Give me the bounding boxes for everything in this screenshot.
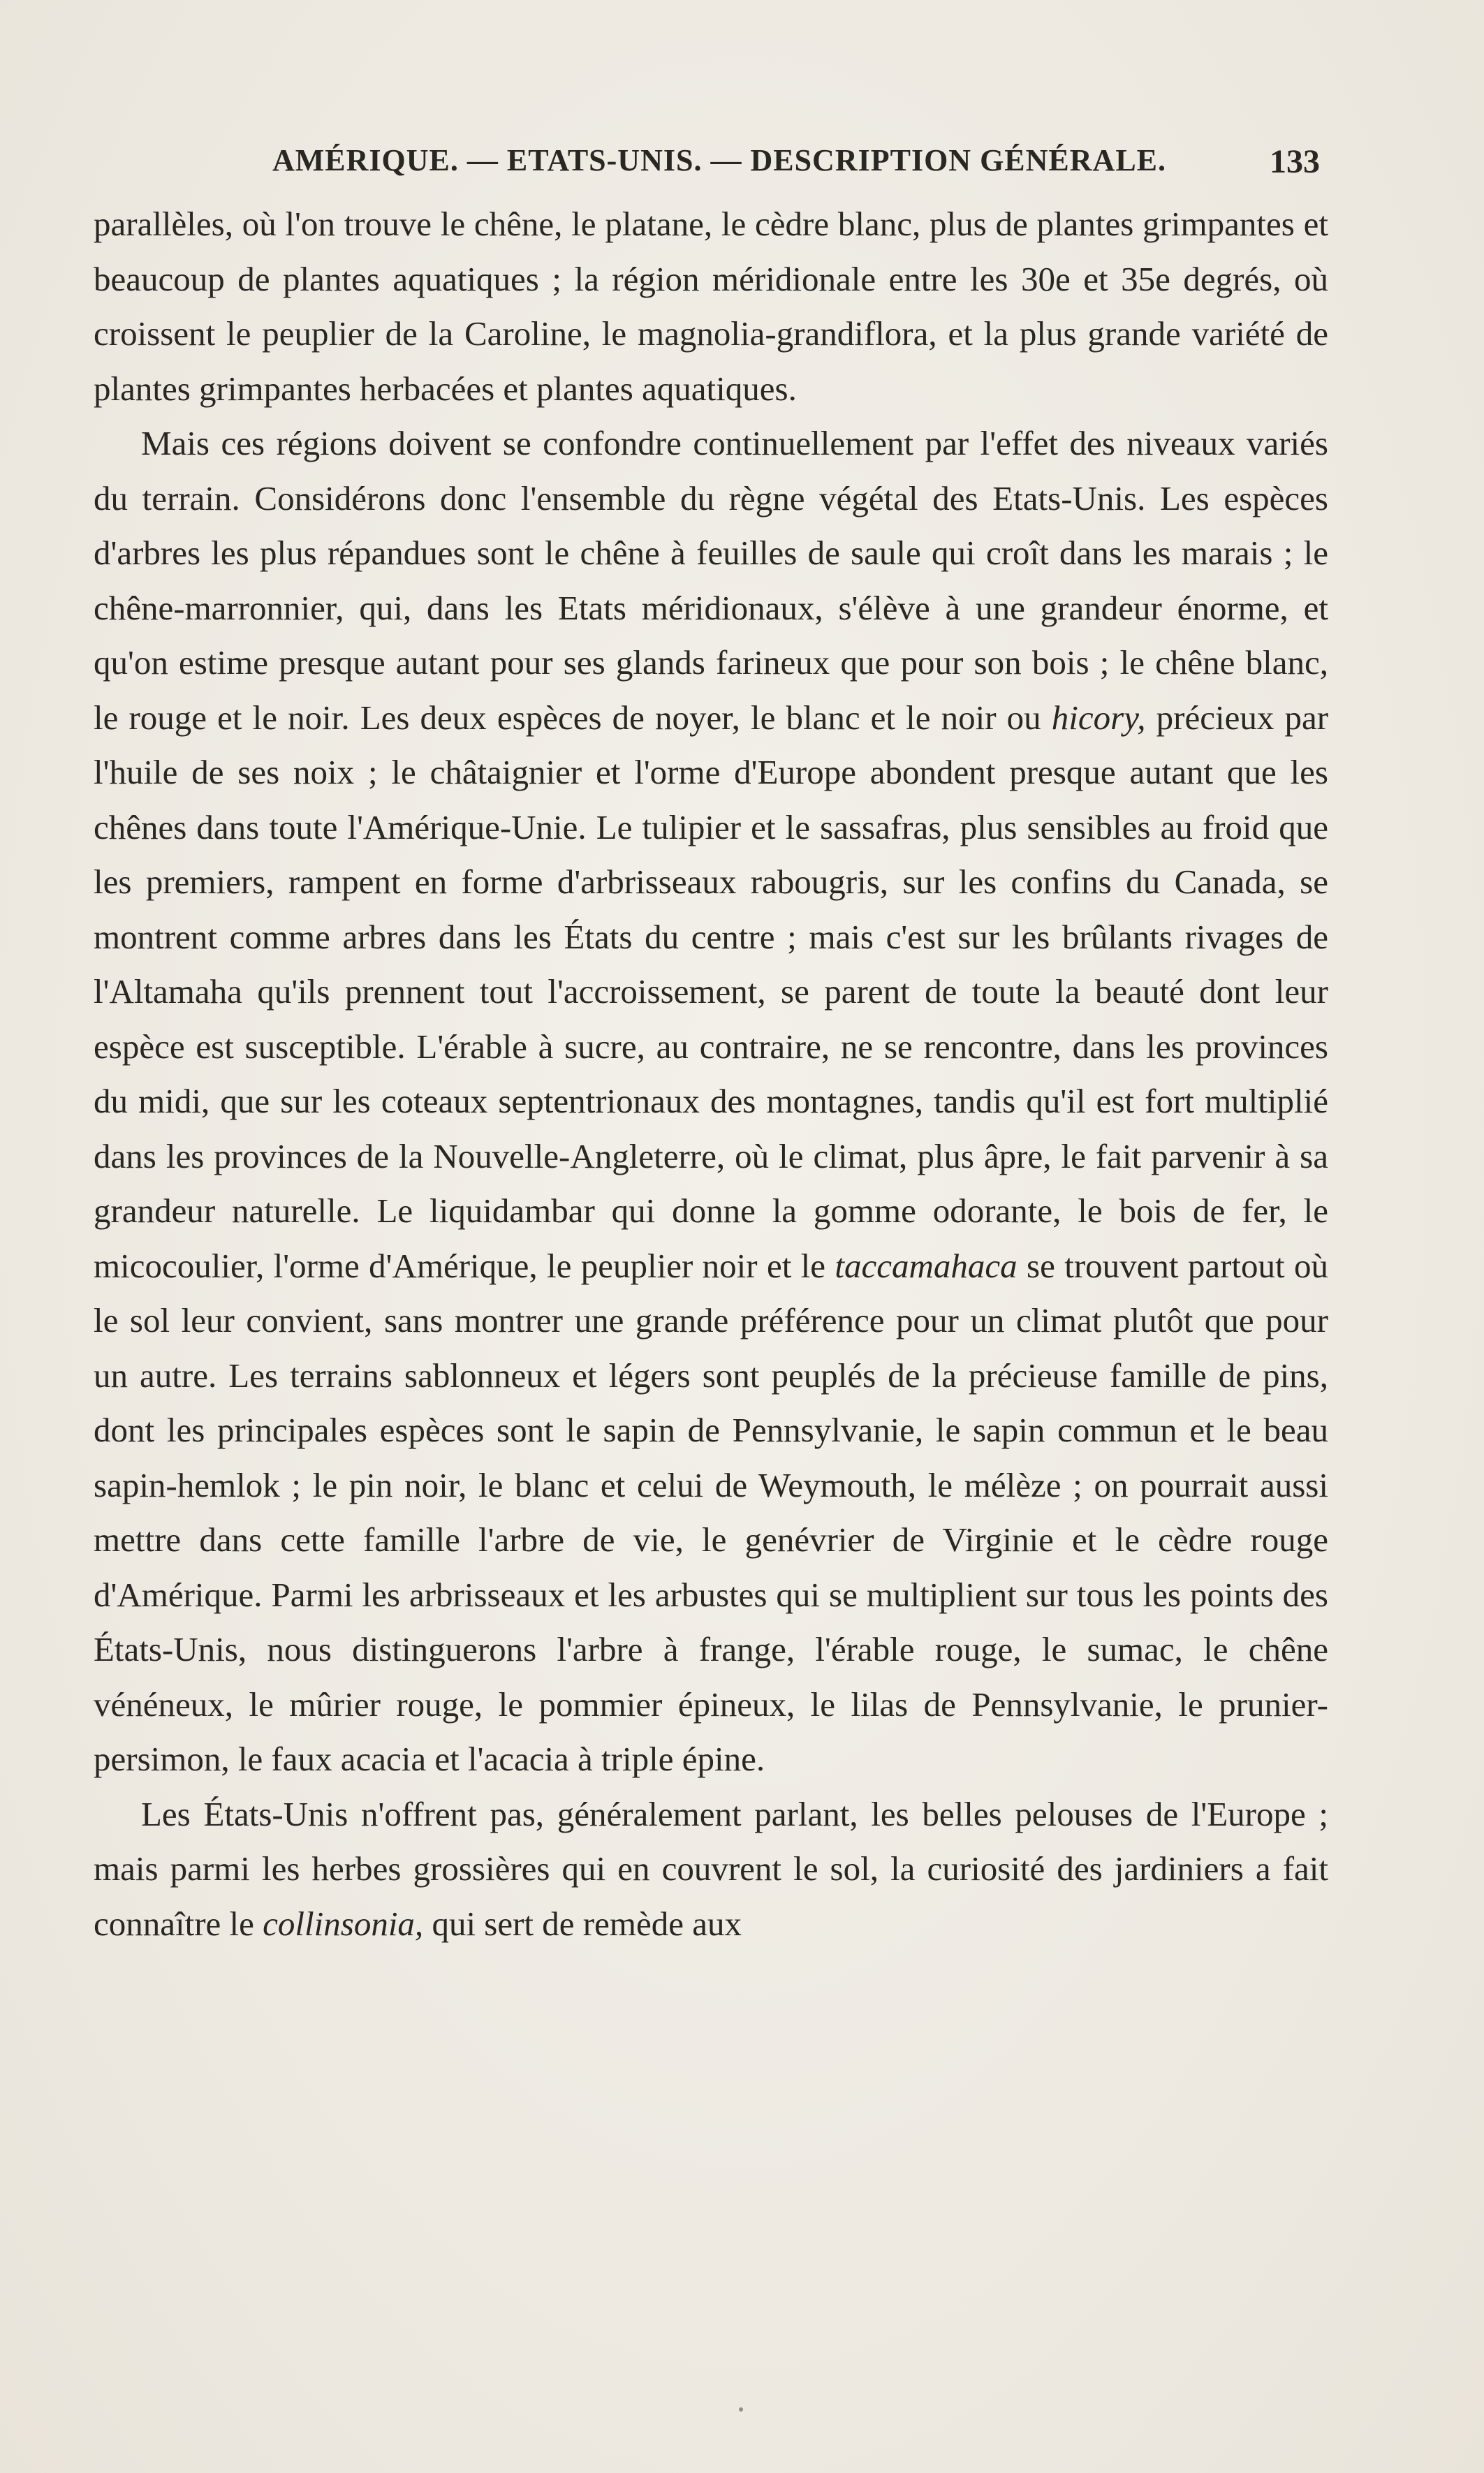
italic-term-taccamahaca: taccamahaca — [835, 1246, 1018, 1285]
paragraph-3-part-b: qui sert de remède aux — [432, 1904, 742, 1943]
paragraph-3-part-a: Les États-Unis n'offrent pas, généralement parlant, les belles pelouses de l'Europe ; mais parmi les herbes grossières qui en couvrent le sol, la curiosité des jardiniers a fait connaître le — [94, 1794, 1328, 1943]
paragraph-2-part-a: Mais ces régions doivent se confondre continuellement par l'effet des niveaux variés du terrain. Considérons donc l'ensemble du règne végétal des Etats-Unis. Les espèces d'arbres les plus répandues sont le chêne à feuilles de saule qui croît dans les marais ; le chêne-marronnier, qui, dans les Etats méridionaux, s'élève à une grandeur énorme, et qu'on estime presque autant pour ses glands farineux que pour son bois ; le chêne blanc, le rouge et le noir. Les deux espèces de noyer, le blanc et le noir ou — [94, 424, 1328, 737]
paragraph-1: parallèles, où l'on trouve le chêne, le platane, le cèdre blanc, plus de plantes grimpantes et beaucoup de plantes aquatiques ; la région méridionale entre les 30e et 35e degrés, où croissent le peuplier de la Caroline, le magnolia-grandiflora, et la plus grande variété de plantes grimpantes herbacées et plantes aquatiques. — [94, 205, 1328, 408]
paragraph-2 — [94, 416, 1328, 1787]
italic-term-hicory: hicory, — [1051, 698, 1146, 737]
running-head: AMÉRIQUE. — ETATS-UNIS. — DESCRIPTION GÉNÉRALE. — [272, 143, 1167, 177]
page-header — [272, 142, 1320, 191]
body-text — [94, 197, 1328, 1951]
printer-mark — [739, 2407, 743, 2412]
paragraph-2-part-c: se trouvent partout où le sol leur convient, sans montrer une grande préférence pour un climat plutôt que pour un autre. Les terrains sablonneux et légers sont peuplés de la précieuse famille de pins, dont les principales espèces sont le sapin de Pennsylvanie, le sapin commun et le beau sapin-hemlok ; le pin noir, le blanc et celui de Weymouth, le mélèze ; on pourrait aussi mettre dans cette famille l'arbre de vie, le genévrier de Virginie et le cèdre rouge d'Amérique. Parmi les arbrisseaux et les arbustes qui se multiplient sur tous les points des États-Unis, nous distinguerons l'arbre à frange, l'érable rouge, le sumac, le chêne vénéneux, le mûrier rouge, le pommier épineux, le lilas de Pennsylvanie, le prunier-persimon, le faux acacia et l'acacia à triple épine. — [94, 1246, 1329, 1778]
paragraph-3 — [94, 1787, 1328, 1952]
page-number: 133 — [1270, 143, 1320, 180]
paragraph-2-part-b: précieux par l'huile de ses noix ; le châtaignier et l'orme d'Europe abondent presque autant que les chênes dans toute l'Amérique-Unie. Le tulipier et le sassafras, plus sensibles au froid que les premiers, rampent en forme d'arbrisseaux rabougris, sur les confins du Canada, se montrent comme arbres dans les États du centre ; mais c'est sur les brûlants rivages de l'Altamaha qu'ils prennent tout l'accroissement, se parent de toute la beauté dont leur espèce est susceptible. L'érable à sucre, au contraire, ne se rencontre, dans les provinces du midi, que sur les coteaux septentrionaux des montagnes, tandis qu'il est fort multiplié dans les provinces de la Nouvelle-Angleterre, où le climat, plus âpre, le fait parvenir à sa grandeur naturelle. Le liquidambar qui donne la gomme odorante, le bois de fer, le micocoulier, l'orme d'Amérique, le peuplier noir et le — [94, 698, 1329, 1285]
italic-term-collinsonia: collinsonia, — [263, 1904, 424, 1943]
